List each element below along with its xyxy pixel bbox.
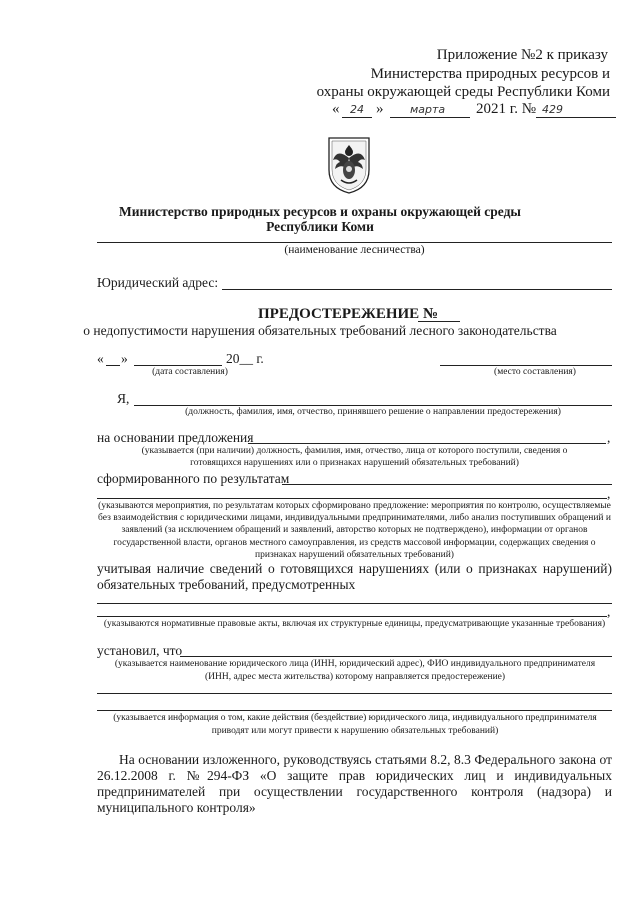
basis-line: [248, 443, 606, 444]
actions-caption: (указывается информация о том, какие действия (бездействие) юридического лица, индивидуального предпринимателя приводят или могут привести к нарушению обязательных требований): [113, 713, 597, 736]
considering-text: учитывая наличие сведений о готовящихся нарушениях (или о признаках нарушений) обязательных требований, предусмотренных: [97, 561, 612, 592]
established-label: установил, что: [97, 643, 183, 658]
heading-number-line: [418, 321, 460, 322]
formed-line: [282, 484, 612, 485]
date-quote-close: »: [121, 351, 128, 366]
date-quote-open: «: [97, 351, 104, 366]
legal-address-line: [222, 289, 612, 290]
acts-line-1: [97, 603, 612, 604]
established-line: [180, 656, 612, 657]
basis-caption-1: (указывается (при наличии) должность, фамилия, имя, отчество, лица от которого поступили, сведения о: [141, 446, 568, 456]
document-heading: ПРЕДОСТЕРЕЖЕНИЕ №: [258, 306, 439, 322]
legal-address-label: Юридический адрес:: [97, 275, 219, 290]
entity-caption: (указывается наименование юридического лица (ИНН, юридический адрес), ФИО индивидуального предпринимателя (ИНН, адрес места жительства) которому направляется предостережение): [114, 659, 596, 682]
appendix-line-2: Министерства природных ресурсов и: [370, 66, 610, 82]
basis-label: на основании предложения: [97, 430, 254, 445]
date-year: 2021 г. №: [476, 101, 537, 117]
date-year-text: 20__ г.: [226, 351, 264, 366]
ministry-title-line-1: Министерство природных ресурсов и охраны окружающей среды: [119, 204, 521, 219]
ya-line: [134, 405, 612, 406]
appendix-date-line: [332, 101, 622, 121]
formed-label: сформированного по результатам: [97, 471, 290, 486]
actions-line-1: [97, 693, 612, 694]
date-month-line: [134, 365, 222, 366]
final-paragraph: На основании изложенного, руководствуясь статьями 8.2, 8.3 Федерального закона от 26.12.2008 г. №294-ФЗ «О защите прав юридических лиц и индивидуальных предпринимателей при осуществлении государственного контроля (надзора) и муниципального контроля»: [97, 752, 612, 815]
ya-caption: (должность, фамилия, имя, отчество, принявшего решение о направлении предостережения): [185, 407, 561, 417]
date-caption: (дата составления): [152, 367, 228, 377]
appendix-line-1: Приложение №2 к приказу: [436, 47, 608, 63]
formed-line-2: [97, 498, 607, 499]
comma-2: ,: [607, 486, 611, 501]
document-subheading: о недопустимости нарушения обязательных требований лесного законодательства: [83, 323, 557, 338]
forestry-caption: (наименование лесничества): [284, 244, 425, 256]
forestry-name-line: [97, 242, 612, 243]
comma-1: ,: [607, 430, 611, 445]
handwritten-number: 429: [542, 103, 563, 116]
place-line: [440, 365, 612, 366]
place-caption: (место составления): [494, 367, 576, 377]
quote-open: «: [332, 101, 340, 117]
acts-line-2: [97, 616, 607, 617]
komi-coat-of-arms-icon: [327, 136, 371, 194]
measures-caption: (указываются мероприятия, по результатам которых сформировано предложение: мероприятия по контролю, осуществляемые без взаимодействия с юридическими лицами, индивидуальными предпринимателями, либо анализ поступивших обращений и заявлений (за исключением обращений и заявлений, авторство которых не подтверждено), информации от органов государственной власти, органов местного самоуправления, из средств массовой информации, содержащих сведения о признаках нарушений обязательных требований): [98, 501, 611, 560]
handwritten-day: 24: [350, 103, 364, 116]
actions-line-2: [97, 710, 612, 711]
handwritten-month: марта: [410, 103, 446, 116]
ministry-title-line-2: Республики Коми: [266, 219, 374, 234]
comma-3: ,: [607, 604, 611, 619]
appendix-line-3: охраны окружающей среды Республики Коми: [316, 84, 610, 100]
quote-close: »: [376, 101, 384, 117]
acts-caption: (указываются нормативные правовые акты, включая их структурные единицы, предусматривающие указанные требования): [103, 619, 606, 629]
basis-caption-2: готовящихся нарушениях или о признаках нарушений обязательных требований): [190, 458, 519, 468]
ya-label: Я,: [117, 391, 130, 406]
